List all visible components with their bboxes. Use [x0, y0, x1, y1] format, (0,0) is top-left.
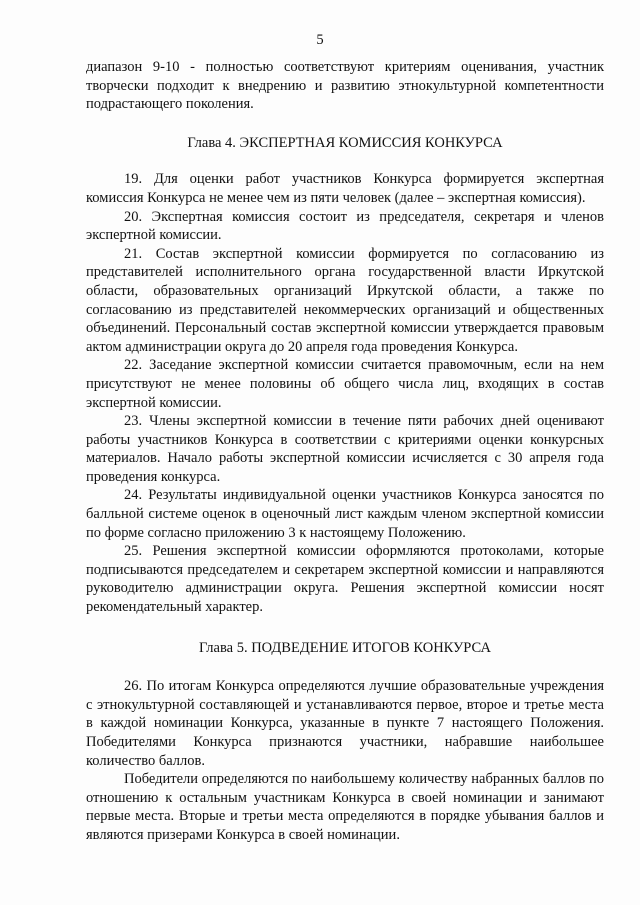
- paragraph-23: 23. Члены экспертной комиссии в течение пяти рабочих дней оценивают работы участников Конкурса в соответствии с критериями оценки конкурсных материалов. Начало работы экспертной комиссии исчисляется с 30 апреля года проведения конкурса.: [86, 413, 604, 485]
- page-content: [86, 58, 604, 845]
- paragraph-24: 24. Результаты индивидуальной оценки участников Конкурса заносятся по балльной системе оценок в оценочный лист каждым членом экспертной комиссии по форме согласно приложению 3 к настоящему Положению.: [86, 487, 604, 541]
- paragraph-19: 19. Для оценки работ участников Конкурса формируется экспертная комиссия Конкурса не менее чем из пяти человек (далее – экспертная комиссия).: [86, 171, 604, 206]
- chapter-4-heading: Глава 4. ЭКСПЕРТНАЯ КОМИССИЯ КОНКУРСА: [187, 134, 503, 151]
- paragraph-22: 22. Заседание экспертной комиссии считается правомочным, если на нем присутствуют не менее половины об общего числа лиц, входящих в состав экспертной комиссии.: [86, 357, 604, 411]
- chapter-5-heading: Глава 5. ПОДВЕДЕНИЕ ИТОГОВ КОНКУРСА: [199, 639, 491, 656]
- paragraph-26: 26. По итогам Конкурса определяются лучшие образовательные учреждения с этнокультурной составляющей и устанавливаются первое, второе и третье места в каждой номинации Конкурса, указанные в пункте 7 настоящего Положения. Победителями Конкурса признаются участники, набравшие наибольшее количество баллов.: [86, 678, 604, 769]
- intro-paragraph: диапазон 9-10 - полностью соответствуют критериям оценивания, участник творчески подходит к внедрению и развитию этнокультурной компетентности подрастающего поколения.: [86, 59, 604, 113]
- paragraph-20: 20. Экспертная комиссия состоит из председателя, секретаря и членов экспертной комиссии.: [86, 208, 604, 244]
- paragraph-21: 21. Состав экспертной комиссии формируется по согласованию из представителей исполнительного органа государственной власти Иркутской области, образовательных организаций Иркутской области, а также по согласованию из представителей некоммерческих организаций и общественных объединений. Персональный состав экспертной комиссии утверждается правовым актом администрации округа до 20 апреля года проведения Конкурса.: [86, 245, 604, 355]
- paragraph-winners: Победители определяются по наибольшему количеству набранных баллов по отношению к остальным участникам Конкурса в своей номинации и занимают первые места. Вторые и третьи места определяются в порядке убывания баллов и являются призерами Конкурса в своей номинации.: [86, 771, 604, 843]
- page-number: 5: [316, 32, 324, 48]
- paragraph-25: 25. Решения экспертной комиссии оформляются протоколами, которые подписываются председателем и секретарем экспертной комиссии и направляются руководителю администрации округа. Решения экспертной комиссии носят рекомендательный характер.: [86, 543, 604, 616]
